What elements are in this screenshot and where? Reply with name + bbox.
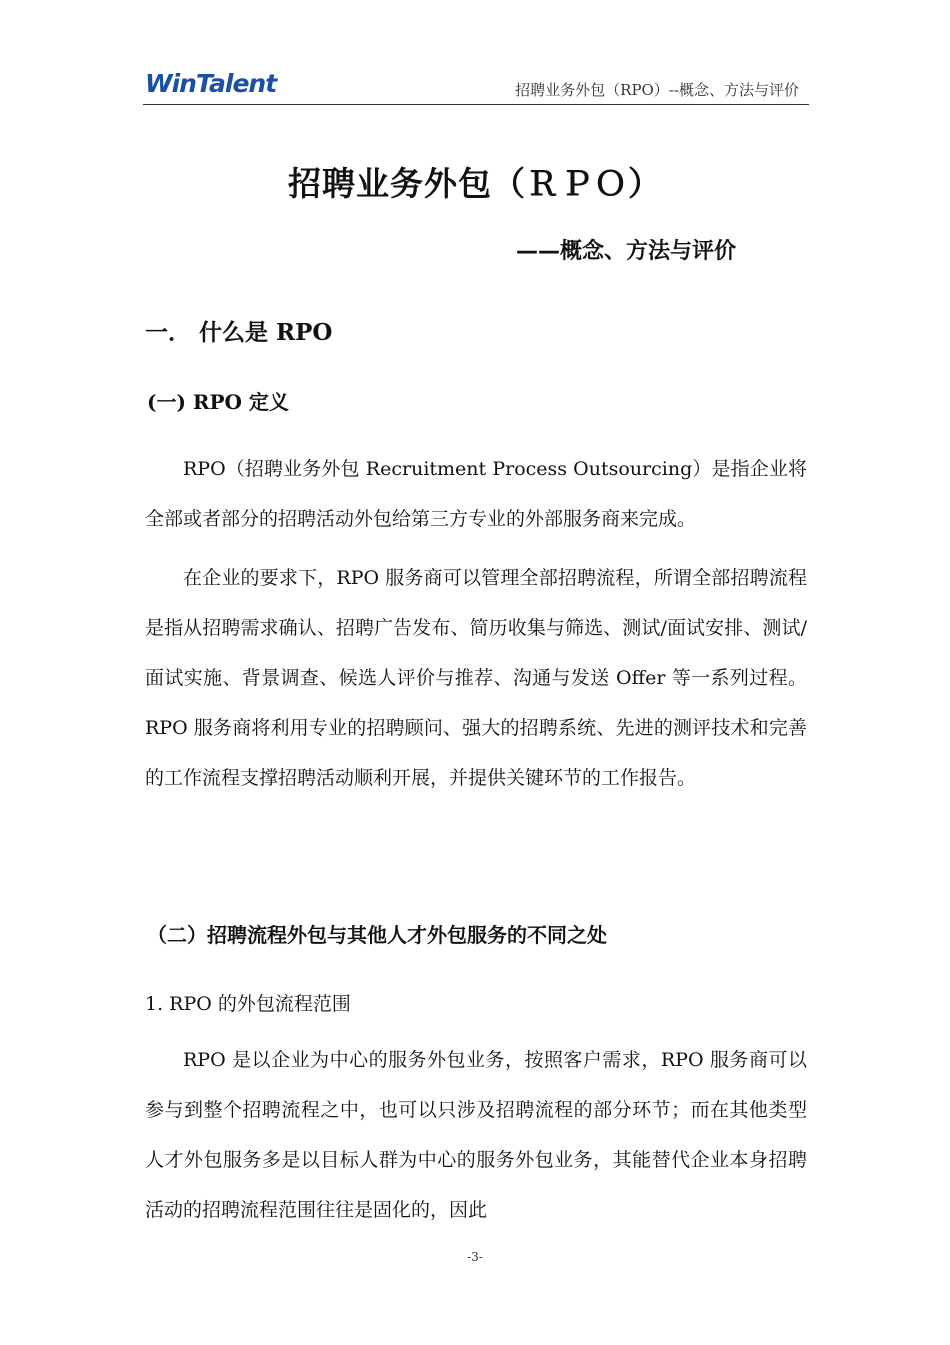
document-subtitle: ——概念、方法与评价 — [516, 239, 737, 264]
section-heading-what-is-rpo: 一． 什么是 RPO — [145, 319, 333, 346]
wintalent-logo: WinTalent — [145, 69, 277, 98]
paragraph-process-scope: 在企业的要求下，RPO 服务商可以管理全部招聘流程，所谓全部招聘流程是指从招聘需求确认、招聘广告发布、简历收集与筛选、测试/面试安排、测试/面试实施、背景调查、候选人评价与推荐、沟通与发送 Offer 等一系列过程。RPO 服务商将利用专业的招聘顾问、强大的招聘系统、先进的测评技术和完善的工作流程支撑招聘活动顺利开展，并提供关键环节的工作报告。 — [145, 567, 807, 789]
paragraph-definition: RPO（招聘业务外包 Recruitment Process Outsourcing）是指企业将全部或者部分的招聘活动外包给第三方专业的外部服务商来完成。 — [145, 458, 807, 530]
list-item-outsourcing-scope: 1. RPO 的外包流程范围 — [145, 993, 351, 1015]
paragraph-rpo-comparison: RPO 是以企业为中心的服务外包业务，按照客户需求，RPO 服务商可以参与到整个招聘流程之中，也可以只涉及招聘流程的部分环节；而在其他类型人才外包服务多是以目标人群为中心的服务外包业务，其能替代企业本身招聘活动的招聘流程范围往往是固化的，因此 — [145, 1049, 807, 1221]
page-number: -3- — [467, 1250, 483, 1264]
header-title: 招聘业务外包（RPO）--概念、方法与评价 — [515, 81, 799, 99]
subsection-heading-definition: (一) RPO 定义 — [147, 390, 289, 414]
subsection-heading-differences: （二）招聘流程外包与其他人才外包服务的不同之处 — [147, 923, 607, 947]
page-header — [143, 66, 809, 105]
document-title: 招聘业务外包（ＲＰＯ） — [288, 164, 662, 203]
